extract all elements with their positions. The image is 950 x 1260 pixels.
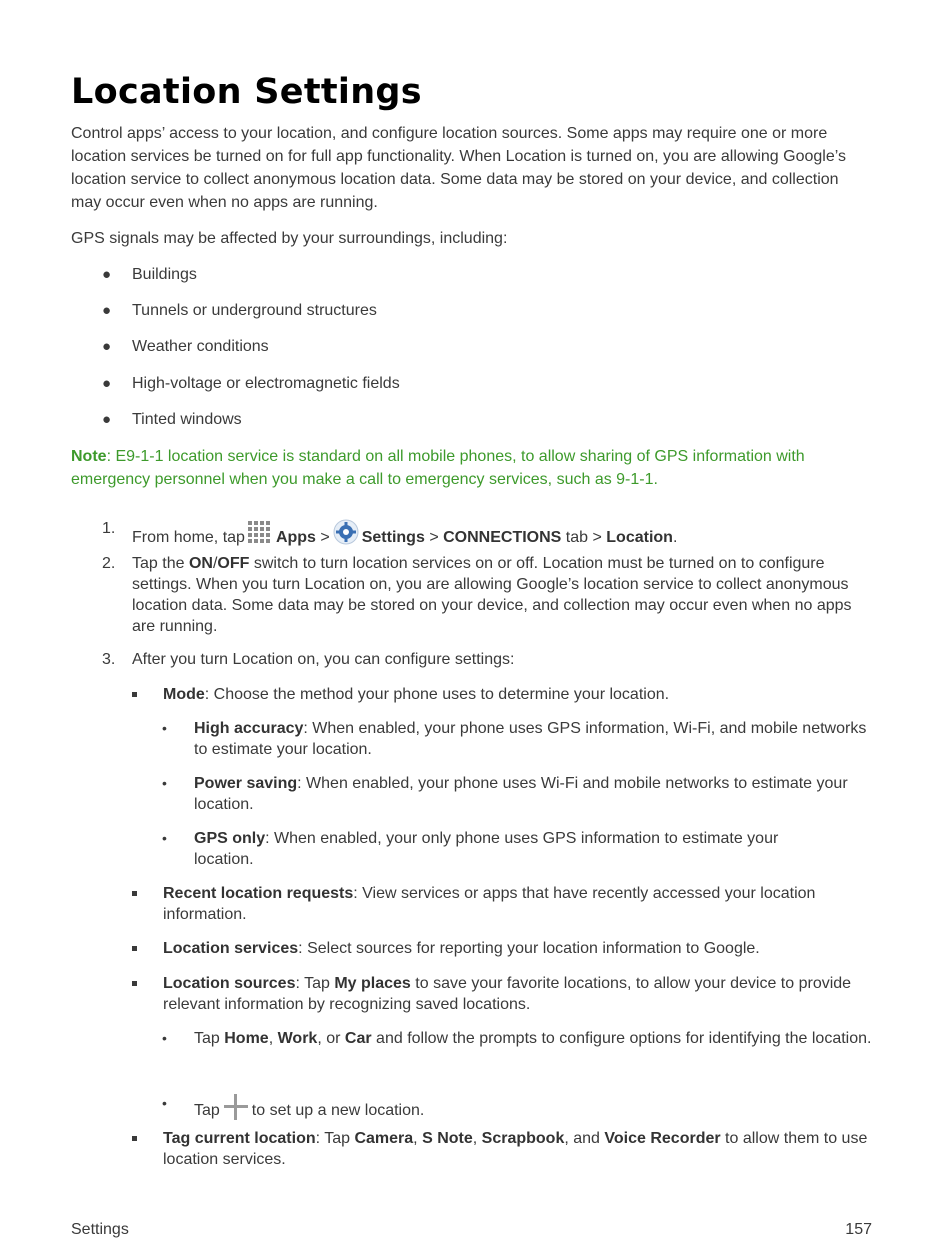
intro-paragraph: Control apps’ access to your location, and configure location sources. Some apps may require one or more location services be turned on for full app functionality. When Location is turned on, you are allowing Google’s location service to collect anonymous location data. Some data may be stored on your device, and collection may occur even when no apps are running. [71,125,846,211]
bullet-icon: ● [102,411,112,428]
apps-grid-icon [247,520,274,544]
bullet-icon: ● [102,266,112,283]
bullet-icon: • [162,720,167,736]
bullet-icon: ● [102,338,112,355]
bullet-icon: • [162,1095,167,1111]
step-1: 1. From home, tap Apps > Settings > CONNECTIONS tab > Location. [102,520,678,546]
gps-intro: GPS signals may be affected by your surroundings, including: [71,230,508,247]
note-label: Note [71,448,107,465]
bullet-icon: ● [102,375,112,392]
square-bullet-icon [132,1136,137,1141]
bullet-icon: • [162,775,167,791]
sources-new-location: • Tap to set up a new location. [162,1095,425,1119]
note-paragraph: Note: E9-1-1 location service is standard on all mobile phones, to allow sharing of GPS information with emergency personnel when you make a call to emergency services, such as 9-1-1. [71,448,805,488]
square-bullet-icon [132,891,137,896]
footer-section: Settings [71,1221,129,1238]
bullet-icon: ● [102,302,112,319]
square-bullet-icon [132,692,137,697]
page-title: Location Settings [71,72,422,112]
square-bullet-icon [132,946,137,951]
square-bullet-icon [132,981,137,986]
gear-icon [332,518,360,546]
bullet-icon: • [162,830,167,846]
page-number: 157 [845,1221,872,1238]
plus-icon [223,1093,249,1121]
bullet-icon: • [162,1030,167,1046]
